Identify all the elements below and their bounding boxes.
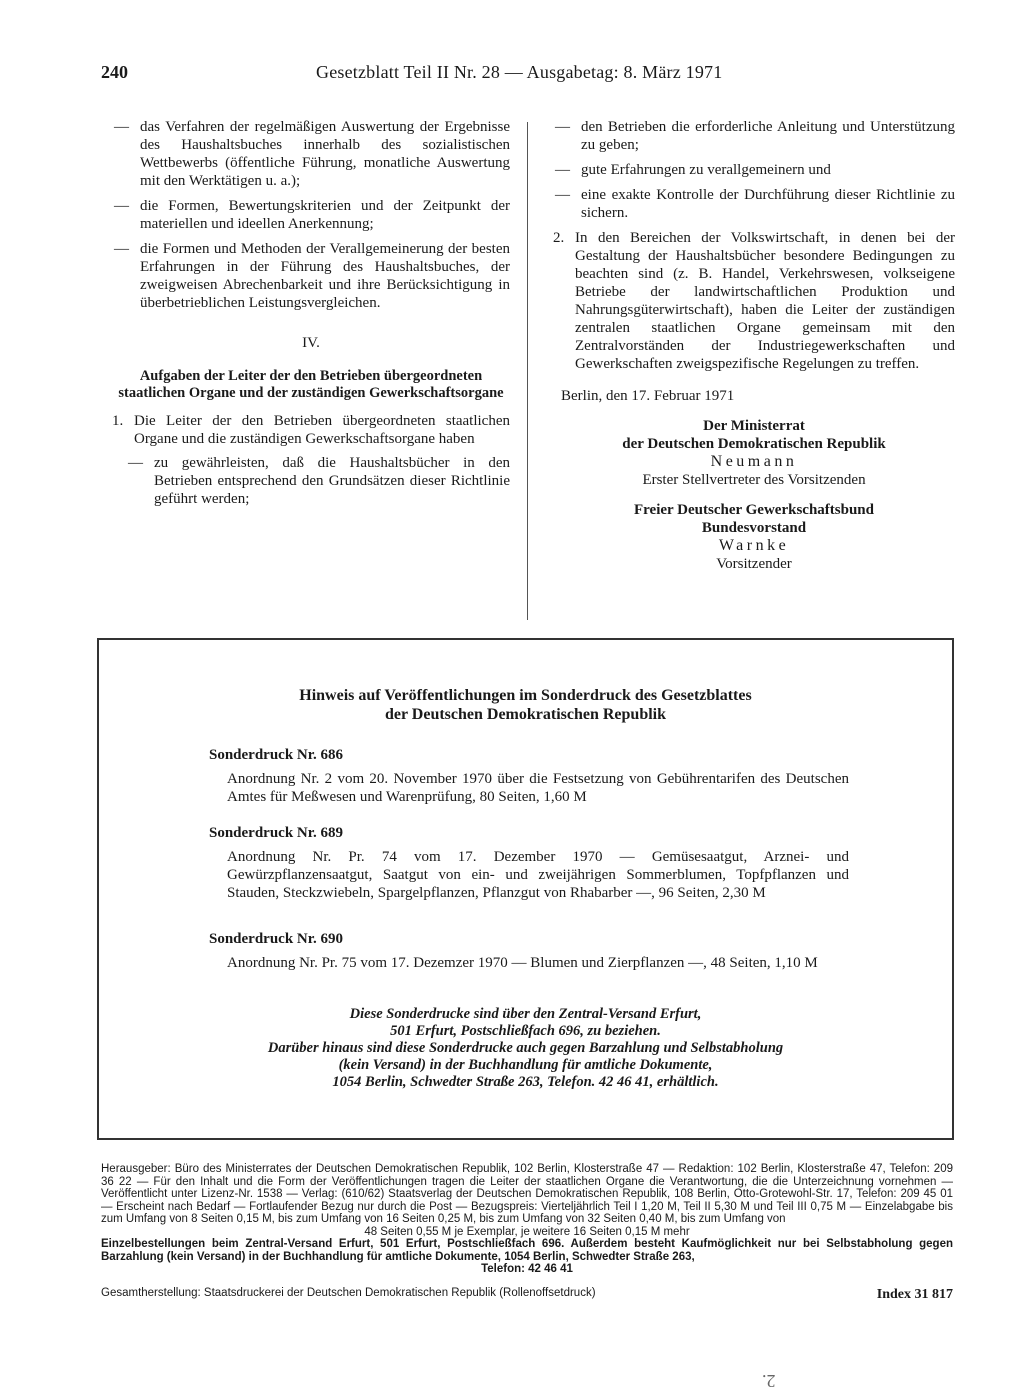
item-number: 2. (553, 230, 565, 246)
signature-org: Freier Deutscher Gewerkschaftsbund (634, 502, 874, 518)
imprint-orders-end: Telefon: 42 46 41 (481, 1263, 573, 1275)
imprint-orders: Einzelbestellungen beim Zentral-Versand Erfurt, 501 Erfurt, Postschließfach 696. Außerdem besteht Kaufmöglichkeit nur bei Selbstabholung gegen Barzahlung (kein Versand) in der Buchhandlung für amtliche Dokumente, 1054 Berlin, Schwedter Straße 263, (101, 1238, 953, 1263)
note-line: 501 Erfurt, Postschließfach 696, zu beziehen. (390, 1023, 661, 1039)
list-item: — eine exakte Kontrolle der Durchführung dieser Richtlinie zu sichern. (555, 187, 955, 221)
imprint (101, 1163, 953, 1276)
distribution-note (99, 1006, 952, 1091)
signature-block-ministerrat (553, 417, 955, 489)
place-date: Berlin, den 17. Februar 1971 (561, 388, 735, 404)
section-title: Aufgaben der Leiter der den Betrieben übergeordneten staatlichen Organe und der zuständigen Gewerkschaftsorgane (118, 368, 504, 401)
note-line: (kein Versand) in der Buchhandlung für amtliche Dokumente, (338, 1057, 713, 1073)
list-item-text: das Verfahren der regelmäßigen Auswertung der Ergebnisse des Haushaltsbuches innerhalb des sozialistischen Wettbewerbs (öffentliche Führung, monatliche Auswertung mit den Werktätigen u. a.); (140, 119, 510, 189)
signatory-role: Vorsitzender (716, 556, 792, 572)
list-item: — die Formen, Bewertungskriterien und der Zeitpunkt der materiellen und ideellen Anerkennung; (114, 198, 510, 232)
list-item-text: zu gewährleisten, daß die Haushaltsbücher in den Betrieben entsprechend den Grundsätzen dieser Richtlinie geführt werden; (154, 455, 510, 507)
item-number: 1. (112, 413, 124, 429)
section-number: IV. (302, 335, 320, 351)
signature-org: der Deutschen Demokratischen Republik (622, 436, 886, 452)
list-item: — die Formen und Methoden der Verallgemeinerung der besten Erfahrungen in der Führung des Haushaltsbuches, der zweigweisen Abrechenbarkeit und ihre Berücksichtigung in überbetrieblichen Leistungsvergleichen. (114, 241, 510, 311)
index-number: Index 31 817 (876, 1287, 953, 1302)
stamp-mark: 2. (762, 1371, 776, 1391)
right-column (553, 118, 955, 573)
sonderdruck-text: Anordnung Nr. Pr. 75 vom 17. Dezemzer 1970 — Blumen und Zierpflanzen —, 48 Seiten, 1,10 M (227, 955, 818, 971)
list-item: — das Verfahren der regelmäßigen Auswertung der Ergebnisse des Haushaltsbuches innerhalb des sozialistischen Wettbewerbs (öffentliche Führung, monatliche Auswertung mit den Werktätigen u. a.); (114, 119, 510, 189)
list-item-text: den Betrieben die erforderliche Anleitung und Unterstützung zu geben; (581, 119, 955, 153)
list-item-text: die Formen und Methoden der Verallgemeinerung der besten Erfahrungen in der Führung des Haushaltsbuches, der zweigweisen Abrechenbarkeit und ihre Berücksichtigung in überbetrieblichen Leistungsvergleichen. (140, 241, 510, 311)
left-column (112, 118, 510, 515)
sonderdruck-entry (209, 930, 849, 972)
imprint-publisher: Herausgeber: Büro des Ministerrates der Deutschen Demokratischen Republik, 102 Berlin, Klosterstraße 47 — Redaktion: 102 Berlin, Klosterstraße 47, Telefon: 209 36 22 — Für den Inhalt und die Form der Veröffentlichungen tragen die Leiter der staatlichen Organe die Verantwortung, die die Unterzeichnung vornehmen — Veröffentlicht unter Lizenz-Nr. 1538 — Verlag: (610/62) Staatsverlag der Deutschen Demokratischen Republik, 108 Berlin, Otto-Grotewohl-Str. 17, Telefon: 209 45 01 — Erscheint nach Bedarf — Fortlaufender Bezug nur durch die Post — Bezugspreis: Vierteljährlich Teil I 1,20 M, Teil II 5,30 M und Teil III 0,75 M — Einzelabgabe bis zum Umfang von 8 Seiten 0,15 M, bis zum Umfang von 16 Seiten 0,25 M, bis zum Umfang von 32 Seiten 0,40 M, bis zum Umfang von (101, 1163, 953, 1225)
sonderdruck-entry (209, 746, 849, 806)
list-item-text: gute Erfahrungen zu verallgemeinern und (581, 162, 831, 178)
note-line: Darüber hinaus sind diese Sonderdrucke auch gegen Barzahlung und Selbstabholung (267, 1040, 784, 1056)
note-line: Diese Sonderdrucke sind über den Zentral-Versand Erfurt, (349, 1006, 702, 1022)
item-text: Die Leiter der den Betrieben übergeordneten staatlichen Organe und die zuständigen Gewerkschaftsorgane haben (134, 413, 510, 447)
sonderdruck-text: Anordnung Nr. Pr. 74 vom 17. Dezember 1970 — Gemüsesaatgut, Arznei- und Gewürzpflanzensaatgut, Saatgut von ein- und zweijährigen Sommerblumen, Topfpflanzen und Stauden, Steckzwiebeln, Spargelpflanzen, Pflanzgut von Rhabarber —, 96 Seiten, 2,30 M (227, 849, 849, 901)
list-item-text: die Formen, Bewertungskriterien und der Zeitpunkt der materiellen und ideellen Anerkennung; (140, 198, 510, 232)
sonderdruck-heading: Sonderdruck Nr. 689 (209, 825, 344, 841)
notice-title (99, 686, 952, 724)
signatory-role: Erster Stellvertreter des Vorsitzenden (642, 472, 866, 488)
sonderdruck-entry (209, 824, 849, 902)
page-number: 240 (101, 62, 128, 82)
list-item: — gute Erfahrungen zu verallgemeinern und (555, 162, 831, 178)
item-text: In den Bereichen der Volkswirtschaft, in denen bei der Gestaltung der Haushaltsbücher besondere Bedingungen zu beachten sind (z. B. Handel, Verkehrswesen, volkseigene Betriebe der landwirtschaftlichen Produktion und Nahrungsgüterwirtschaft), haben die Leiter der zuständigen zentralen staatlichen Organe gemeinsam mit den Zentralvorständen der Industriegewerkschaften und Gewerkschaften zweigspezifische Regelungen zu treffen. (575, 230, 955, 372)
numbered-item (112, 412, 510, 448)
page-header (101, 62, 953, 86)
notice-box (97, 638, 954, 1140)
sonderdruck-heading: Sonderdruck Nr. 686 (209, 747, 344, 763)
list-item: — zu gewährleisten, daß die Haushaltsbücher in den Betrieben entsprechend den Grundsätzen dieser Richtlinie geführt werden; (128, 455, 510, 507)
signature-org: Der Ministerrat (703, 418, 805, 434)
production-credit: Gesamtherstellung: Staatsdruckerei der Deutschen Demokratischen Republik (Rollenoffsetdruck) (101, 1287, 596, 1299)
imprint-publisher-end: 48 Seiten 0,55 M je Exemplar, je weitere 16 Seiten 0,15 M mehr (364, 1225, 690, 1238)
numbered-item (553, 229, 955, 373)
sonderdruck-heading: Sonderdruck Nr. 690 (209, 931, 344, 947)
notice-title-line: Hinweis auf Veröffentlichungen im Sonderdruck des Gesetzblattes (299, 687, 752, 704)
notice-title-line: der Deutschen Demokratischen Republik (384, 706, 667, 723)
signature-org: Bundesvorstand (701, 520, 807, 536)
note-line: 1054 Berlin, Schwedter Straße 263, Telefon. 42 46 41, erhältlich. (332, 1074, 719, 1090)
signatory-name: Neumann (710, 453, 798, 470)
sonderdruck-text: Anordnung Nr. 2 vom 20. November 1970 über die Festsetzung von Gebührentarifen des Deutschen Amtes für Meßwesen und Warenprüfung, 80 Seiten, 1,60 M (227, 771, 849, 805)
signatory-name: Warnke (718, 537, 790, 554)
page-footer (101, 1287, 953, 1303)
list-item-text: eine exakte Kontrolle der Durchführung dieser Richtlinie zu sichern. (581, 187, 955, 221)
running-title: Gesetzblatt Teil II Nr. 28 — Ausgabetag: 8. März 1971 (316, 62, 723, 82)
column-divider (527, 122, 528, 620)
signature-block-fdgb (553, 501, 955, 573)
list-item: — den Betrieben die erforderliche Anleitung und Unterstützung zu geben; (555, 119, 955, 153)
